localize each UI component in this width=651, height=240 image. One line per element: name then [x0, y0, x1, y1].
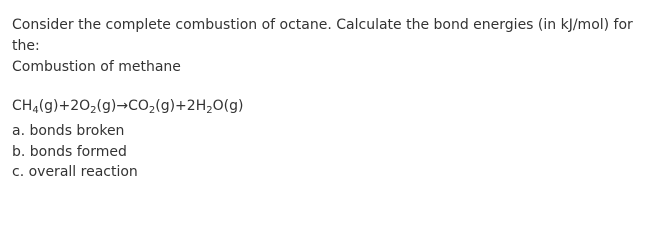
prompt-line-2: Combustion of methane	[12, 59, 181, 75]
part-b: b. bonds formed	[12, 143, 127, 160]
eq-reactant-1-state: (g)+2O	[38, 98, 91, 114]
eq-product-1-subscript: 2	[148, 105, 156, 116]
eq-reactant-1-subscript: 4	[32, 105, 39, 116]
eq-reactant-2-subscript: 2	[90, 105, 97, 116]
eq-product-1-state: (g)+2H	[155, 98, 207, 114]
chemical-equation	[12, 96, 642, 117]
eq-reactant-2-state: (g)	[96, 98, 117, 114]
eq-product-2-subscript: 2	[206, 105, 213, 116]
eq-product-2-rest: O(g)	[212, 98, 244, 114]
question-block	[12, 15, 642, 183]
question-parts-list	[12, 121, 642, 183]
reaction-arrow: →	[116, 98, 129, 114]
part-c: c. overall reaction	[12, 164, 138, 180]
eq-product-1: CO	[128, 98, 149, 114]
part-a: a. bonds broken	[12, 123, 125, 139]
question-prompt	[12, 15, 642, 78]
eq-reactant-1: CH	[12, 98, 33, 114]
prompt-line-1: Consider the complete combustion of octane. Calculate the bond energies (in kJ/mol) for the:	[12, 17, 633, 54]
